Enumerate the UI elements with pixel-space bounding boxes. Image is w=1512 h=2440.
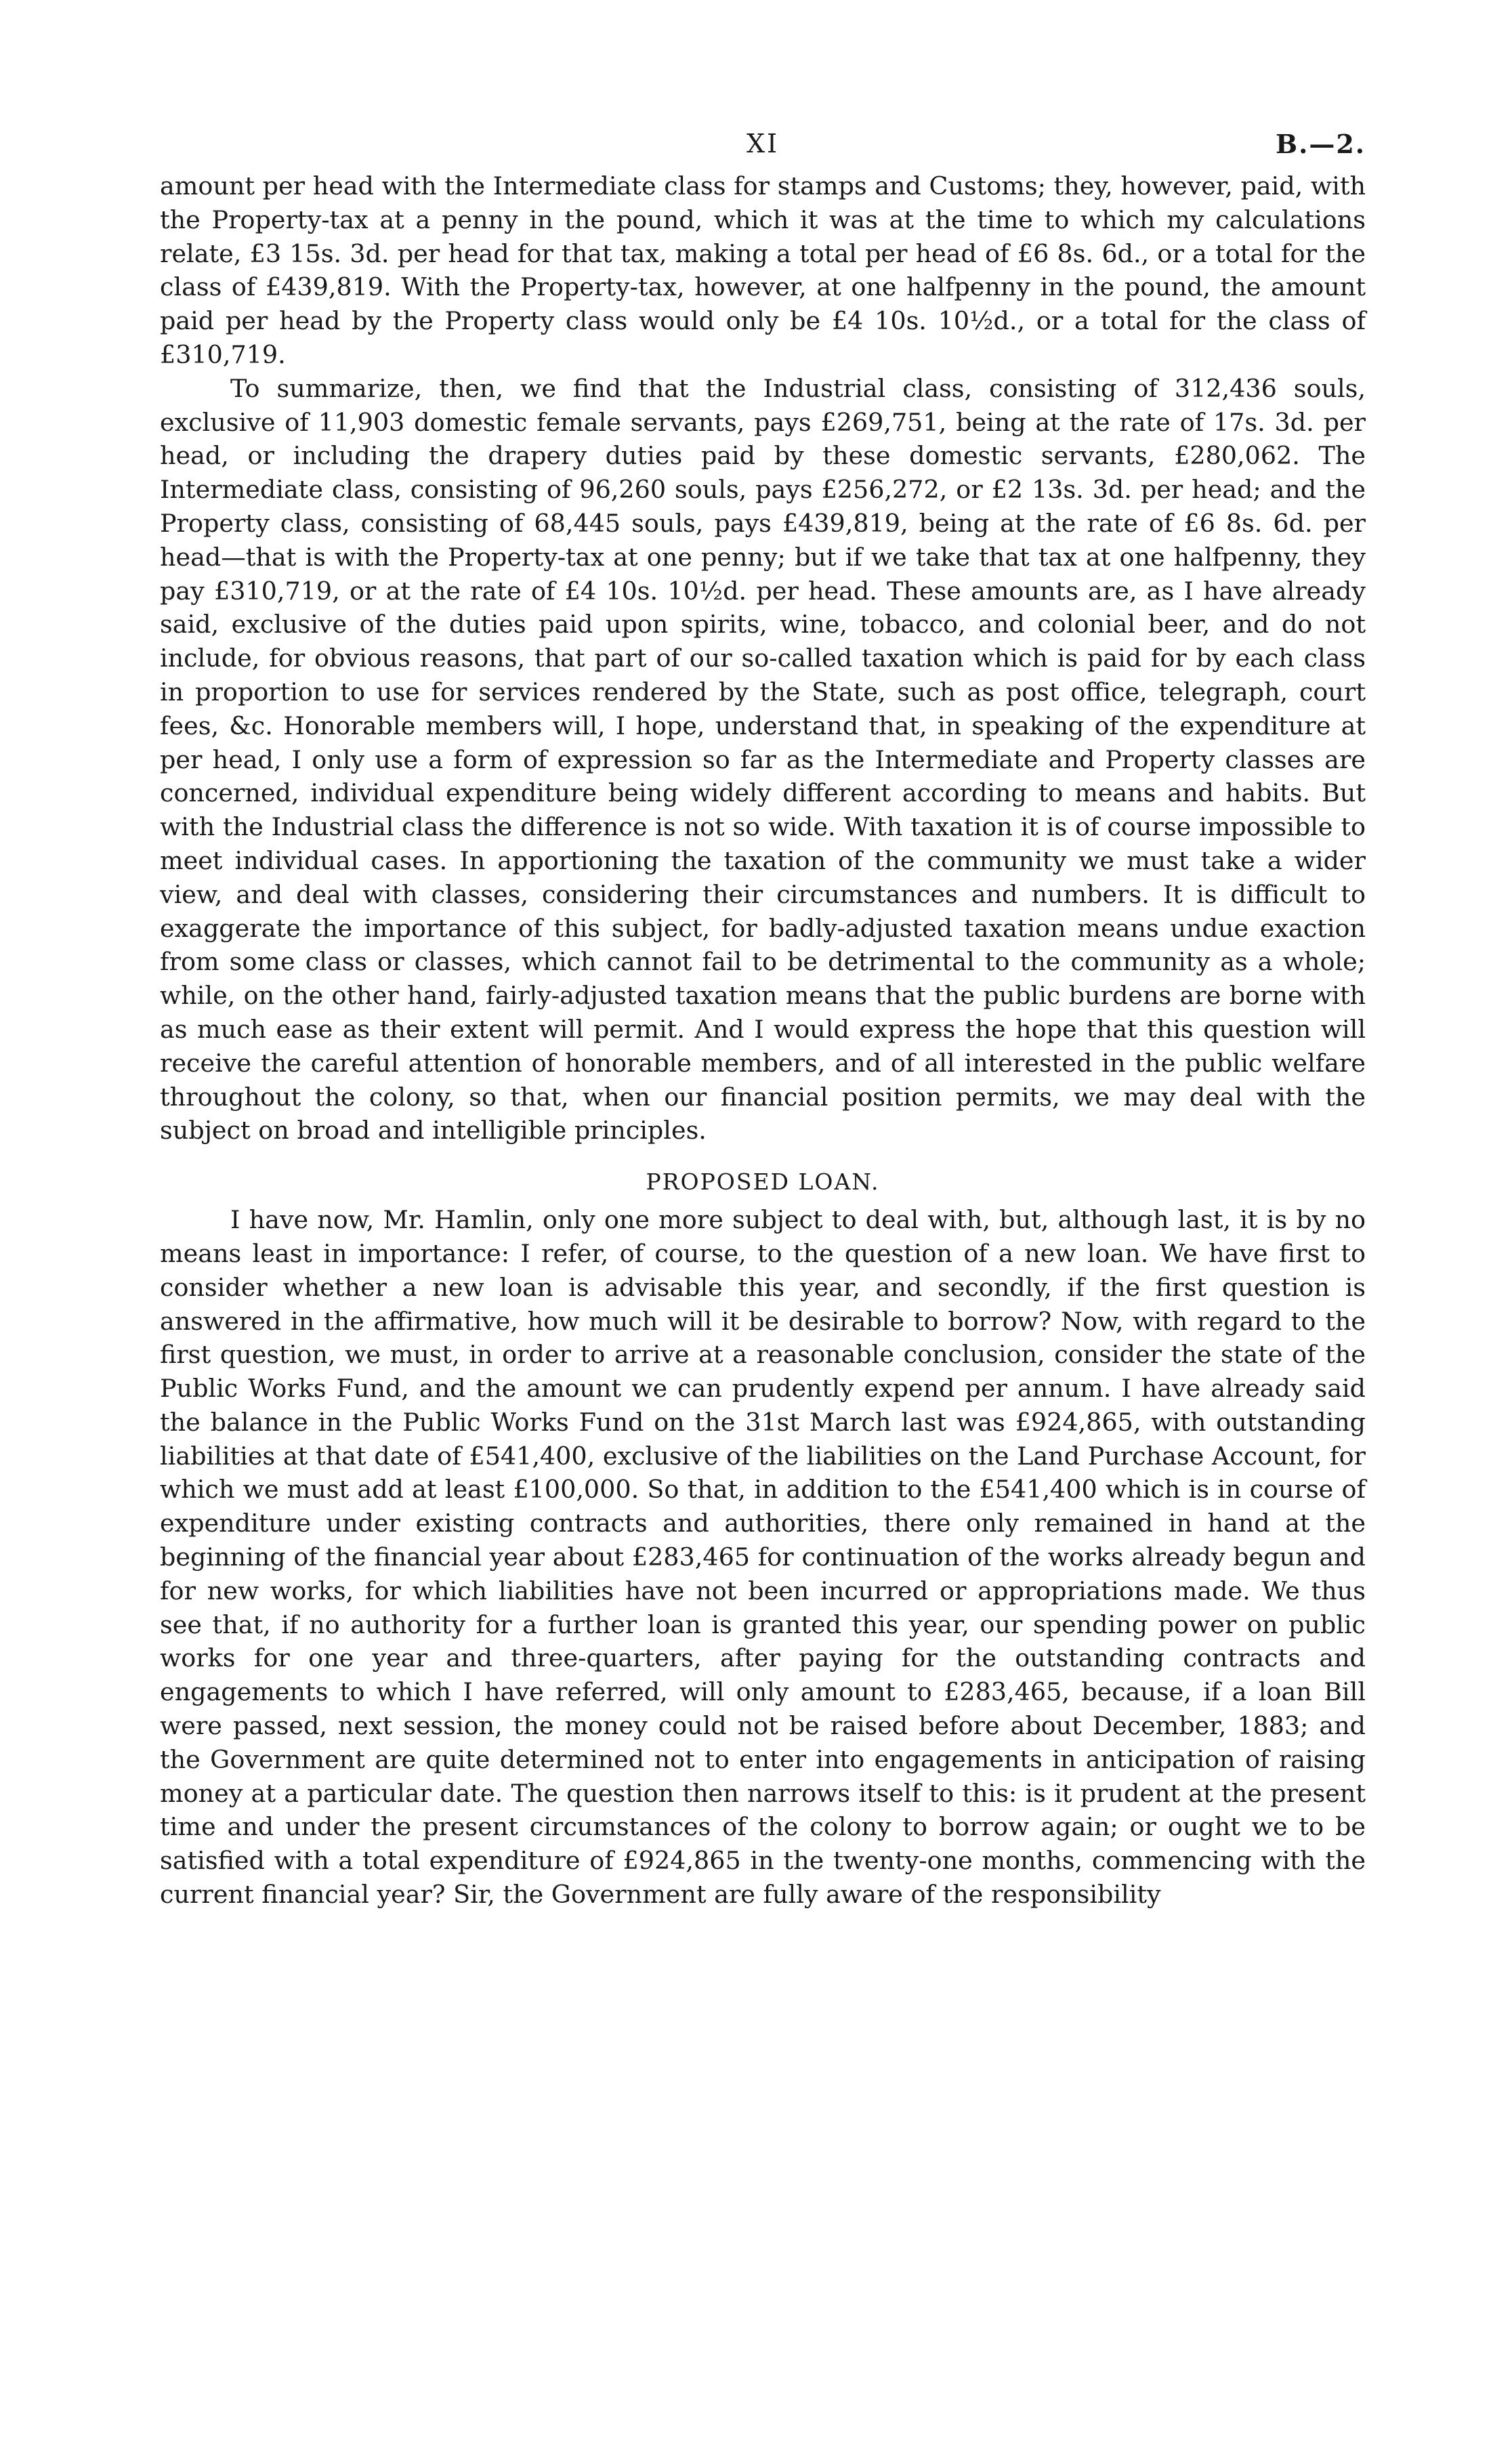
running-head [160,129,1366,169]
paragraph-summary: To summarize, then, we find that the Industrial class, consisting of 312,436 souls, exclusive of 11,903 domestic female servants, pays £269,751, being at the rate of 17s. 3d. per head, or including the drapery duties paid by these domestic servants, £280,062. The Intermediate class, consisting of 96,260 souls, pays £256,272, or £2 13s. 3d. per head; and the Property class, consisting of 68,445 souls, pays £439,819, being at the rate of £6 8s. 6d. per head—that is with the Property-tax at one penny; but if we take that tax at one halfpenny, they pay £310,719, or at the rate of £4 10s. 10½d. per head. These amounts are, as I have already said, exclusive of the duties paid upon spirits, wine, tobacco, and colonial beer, and do not include, for obvious reasons, that part of our so-called taxation which is paid for by each class in proportion to use for services rendered by the State, such as post office, telegraph, court fees, &c. Honorable members will, I hope, understand that, in speaking of the expenditure at per head, I only use a form of expression so far as the Intermediate and Property classes are concerned, individual expenditure being widely different according to means and habits. But with the Industrial class the difference is not so wide. With taxation it is of course impossible to meet individual cases. In apportioning the taxation of the community we must take a wider view, and deal with classes, considering their circumstances and numbers. It is difficult to exaggerate the importance of this subject, for badly-adjusted taxation means undue exaction from some class or classes, which cannot fail to be detrimental to the community as a whole; while, on the other hand, fairly-adjusted taxation means that the public burdens are borne with as much ease as their extent will permit. And I would express the hope that this question will receive the careful attention of honorable members, and of all interested in the public welfare throughout the colony, so that, when our financial position permits, we may deal with the subject on broad and intelligible principles. [160,373,1366,1145]
page [160,129,1366,1912]
document-reference: B.—2. [1275,129,1366,159]
paragraph-proposed-loan: I have now, Mr. Hamlin, only one more subject to deal with, but, although last, it is by no means least in importance: I refer, of course, to the question of a new loan. We have first to consider whether a new loan is advisable this year, and secondly, if the first question is answered in the affirmative, how much will it be desirable to borrow? Now, with regard to the first question, we must, in order to arrive at a reasonable conclusion, consider the state of the Public Works Fund, and the amount we can prudently expend per annum. I have already said the balance in the Public Works Fund on the 31st March last was £924,865, with outstanding liabilities at that date of £541,400, exclusive of the liabilities on the Land Purchase Account, for which we must add at least £100,000. So that, in addition to the £541,400 which is in course of expenditure under existing contracts and authorities, there only remained in hand at the beginning of the financial year about £283,465 for continuation of the works already begun and for new works, for which liabilities have not been incurred or appropriations made. We thus see that, if no authority for a further loan is granted this year, our spending power on public works for one year and three-quarters, after paying for the outstanding contracts and engagements to which I have referred, will only amount to £283,465, because, if a loan Bill were passed, next session, the money could not be raised before about December, 1883; and the Government are quite determined not to enter into engagements in anticipation of raising money at a particular date. The question then narrows itself to this: is it prudent at the present time and under the present circumstances of the colony to borrow again; or ought we to be satisfied with a total expenditure of £924,865 in the twenty-one months, commencing with the current financial year? Sir, the Government are fully aware of the responsibility [160,1205,1366,1910]
paragraph-continued: amount per head with the Intermediate class for stamps and Customs; they, however, paid, with the Property-tax at a penny in the pound, which it was at the time to which my calculations relate, £3 15s. 3d. per head for that tax, making a total per head of £6 8s. 6d., or a total for the class of £439,819. With the Property-tax, however, at one halfpenny in the pound, the amount paid per head by the Property class would only be £4 10s. 10½d., or a total for the class of £310,719. [160,171,1366,369]
section-heading: PROPOSED LOAN. [646,1169,880,1196]
body-text [160,169,1366,1912]
page-number: XI [746,129,780,159]
